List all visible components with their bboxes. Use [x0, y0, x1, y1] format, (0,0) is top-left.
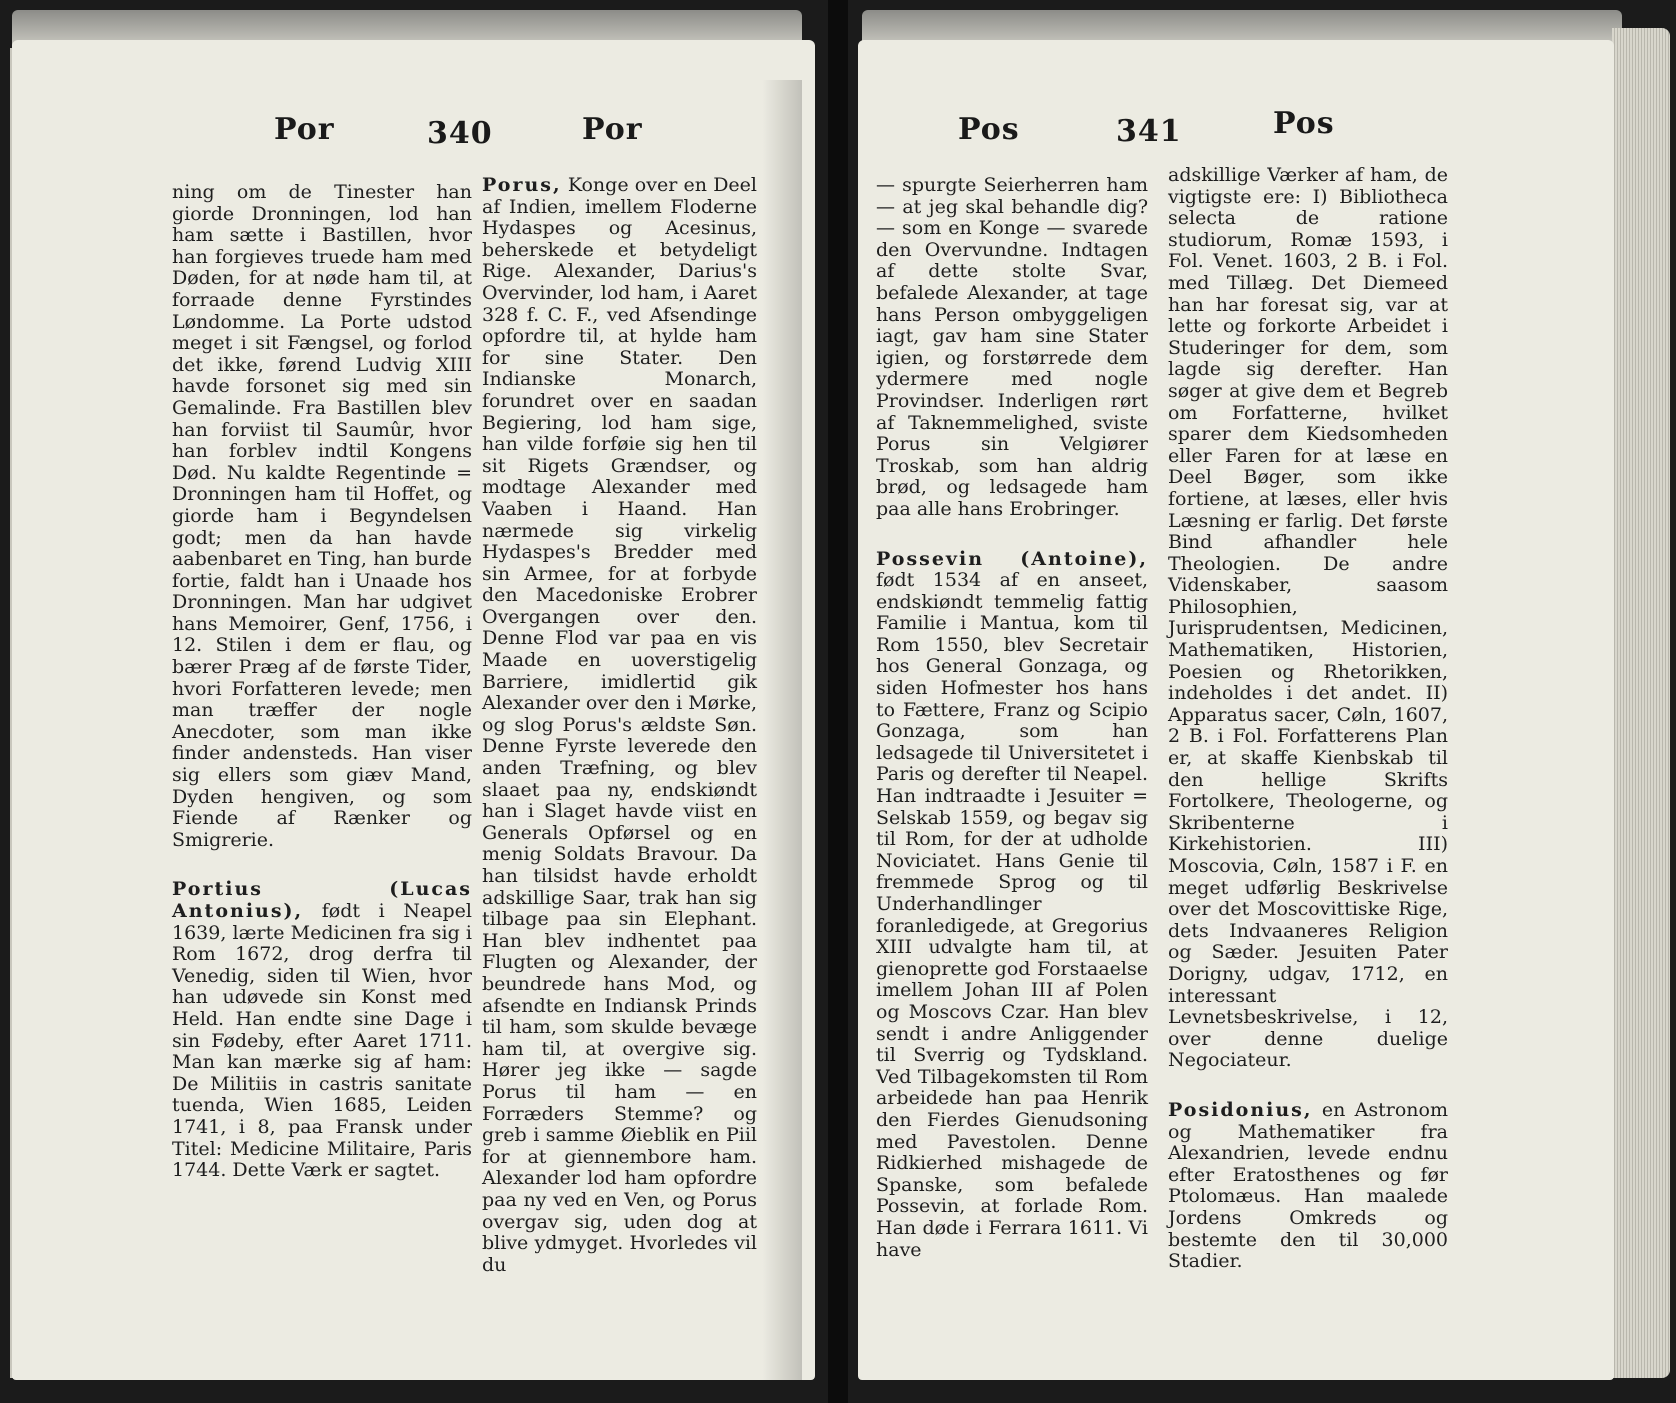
left-page — [12, 40, 815, 1380]
left-page-photo — [0, 0, 828, 1403]
entry-paragraph — [482, 175, 757, 1276]
entry-text: Konge over en Deel af Indien, imellem Floderne Hydaspes og Acesinus, beherskede et betydeligt Rige. Alexander, Darius's Overvinder, lod ham, i Aaret 328 f. C. F., ved Afsendinge opfordre til, at hylde ham for sine Stater. Den Indianske Monarch, forundret over en saadan Begiering, lod ham sige, han vilde forføie sig hen til sit Rigets Grændser, og modtage Alexander med Vaaben i Haand. Han nærmede sig virkelig Hydaspes's Bredder med sin Armee, for at forbyde den Macedoniske Erobrer Overgangen over den. Denne Flod var paa en vis Maade en uoverstigelig Barriere, imidlertid gik Alexander over den i Mørke, og slog Porus's ældste Søn. Denne Fyrste leverede den anden Træfning, og blev slaaet paa ny, endskiøndt han i Slaget havde viist en Generals Opførsel og en menig Soldats Bravour. Da han tilsidst havde erholdt adskillige Saar, trak han sig tilbage paa sin Elephant. Han blev indhentet paa Flugten og Alexander, der beundrede hans Mod, og afsendte en Indiansk Prinds til ham, som skulde bevæge ham til, at overgive sig. Hører jeg ikke — sagde Porus til ham — en Forræders Stemme? og greb i samme Øieblik en Piil for at giennembore ham. Alexander lod ham opfordre paa ny ved en Ven, og Porus overgav sig, uden dog at blive ydmyget. Hvorledes vil du — [482, 174, 757, 1276]
entry-heading: Portius (Lucas Antonius), — [172, 878, 472, 922]
entry-paragraph — [172, 879, 472, 1181]
paragraph: adskillige Værker af ham, de vigtigste ere: I) Bibliotheca selecta de ratione studiorum, Romæ 1593, i Fol. Venet. 1603, 2 B. i Fol. med Tillæg. Det Diemeed han har foresat sig, var at lette og forkorte Arbeidet i Studeringer for dem, som lagde sig derefter. Han søger at give dem et Begreb om Forfatterne, hvilket sparer dem Kiedsomheden eller Faren for at læse en Deel Bøger, som ikke fortiene, at læses, eller hvis Læsning er farlig. Det første Bind afhandler hele Theologien. De andre Videnskaber, saasom Philosophien, Jurisprudentsen, Medicinen, Mathematiken, Historien, Poesien og Rhetorikken, indeholdes i det andet. II) Apparatus sacer, Cøln, 1607, 2 B. i Fol. Forfatterens Plan er, at skaffe Kienbskab til den hellige Skrifts Fortolkere, Theologerne, og Skribenterne i Kirkehistorien. III) Moscovia, Cøln, 1587 i F. en meget udførlig Beskrivelse over det Moscovittiske Rige, dets Indvaaneres Religion og Sæder. Jesuiten Pater Dorigny, udgav, 1712, en interessant Levnetsbeskrivelse, i 12, over denne duelige Negociateur. — [1168, 164, 1448, 1072]
page-number: 341 — [1116, 114, 1182, 149]
left-page-column-2 — [482, 175, 757, 1276]
entry-heading: Porus, — [482, 174, 562, 196]
paragraph: ning om de Tinester han giorde Dronningen, lod han ham sætte i Bastillen, hvor han forgieves truede ham med Døden, for at nøde ham til, at forraade denne Fyrstindes Løndomme. La Porte udstod meget i sit Fængsel, og forlod det ikke, førend Ludvig XIII havde forsonet sig med sin Gemalinde. Fra Bastillen blev han forviist til Saumûr, hvor han forblev indtil Kongens Død. Nu kaldte Regentinde = Dronningen ham til Hoffet, og giorde ham i Begyndelsen godt; men da han havde aabenbaret en Ting, han burde fortie, faldt han i Unaade hos Dronningen. Man har udgivet hans Memoirer, Genf, 1756, i 12. Stilen i dem er flau, og bærer Præg af de første Tider, hvori Forfatteren levede; men man træffer der nogle Anecdoter, som man ikke finder andensteds. Han viser sig ellers som giæv Mand, Dyden hengiven, og som Fiende af Rænker og Smigrerie. — [172, 181, 472, 851]
right-page-photo — [848, 0, 1676, 1403]
header-left-word: Pos — [958, 112, 1020, 147]
paragraph: — spurgte Seierherren ham — at jeg skal behandle dig? — som en Konge — svarede den Overvundne. Indtagen af dette stolte Svar, befalede Alexander, at tage hans Person ombyggeligen iagt, gav ham sine Stater igien, og forstørrede dem ydermere med nogle Provindser. Inderligen rørt af Taknemmelighed, sviste Porus sin Velgiører Troskab, som han aldrig brød, og ledsagede ham paa alle hans Erobringer. — [876, 174, 1148, 520]
page-stack-edge — [1612, 28, 1670, 1378]
header-right-word: Por — [582, 112, 643, 147]
entry-text: en Astronom og Mathematiker fra Alexandrien, levede endnu efter Eratosthenes og før Ptolomæus. Han maalede Jordens Omkreds og bestemte den til 30,000 Stadier. — [1168, 1098, 1448, 1273]
entry-text: født i Neapel 1639, lærte Medicinen fra sig i Rom 1672, drog derfra til Venedig, siden til Wien, hvor han udøvede sin Konst med Held. Han endte sine Dage i sin Fødeby, efter Aaret 1711. Man kan mærke sig af ham: De Militiis in castris sanitate tuenda, Wien 1685, Leiden 1741, i 8, paa Fransk under Titel: Medicine Militaire, Paris 1744. Dette Værk er sagtet. — [172, 900, 472, 1182]
photo-divider — [828, 0, 848, 1403]
right-page — [858, 40, 1614, 1380]
page-number: 340 — [427, 116, 493, 151]
spine-shadow — [762, 80, 802, 1380]
entry-text: født 1534 af en anseet, endskiøndt temmelig fattig Familie i Mantua, kom til Rom 1550, blev Secretair hos General Gonzaga, og siden Hofmester hos hans to Fættere, Franz og Scipio Gonzaga, som han ledsagede til Universitetet i Paris og derefter til Neapel. Han indtraadte i Jesuiter = Selskab 1559, og begav sig til Rom, for der at udholde Noviciatet. Hans Genie til fremmede Sprog og til Underhandlinger foranledigede, at Gregorius XIII udvalgte ham til, at gienoprette god Forstaaelse imellem Johan III af Polen og Moscovs Czar. Han blev sendt i andre Anliggender til Sverrig og Tydskland. Ved Tilbagekomsten til Rom arbeidede han paa Henrik den Fierdes Gienudsoning med Pavestolen. Denne Ridkierhed mishagede de Spanske, som befalede Possevin, at forlade Rom. Han døde i Ferrara 1611. Vi have — [876, 569, 1148, 1261]
entry-paragraph — [1168, 1100, 1448, 1273]
right-page-column-1 — [876, 175, 1148, 1261]
entry-paragraph — [876, 549, 1148, 1262]
header-left-word: Por — [274, 112, 335, 147]
right-page-column-2 — [1168, 165, 1448, 1273]
header-right-word: Pos — [1273, 106, 1335, 141]
left-page-column-1 — [172, 182, 472, 1182]
entry-heading: Possevin (Antoine), — [876, 547, 1148, 570]
entry-heading: Posidonius, — [1168, 1098, 1313, 1121]
